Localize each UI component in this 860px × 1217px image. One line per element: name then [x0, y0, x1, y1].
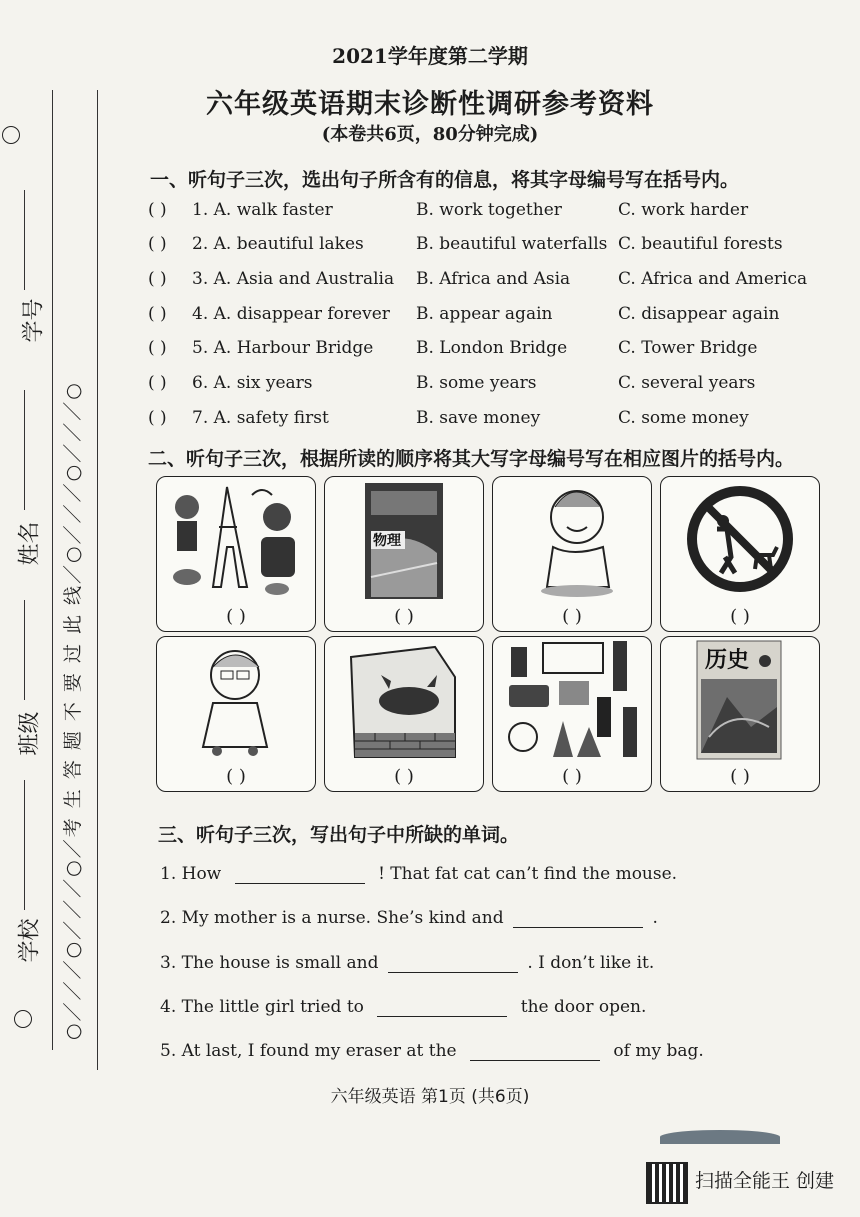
option-a: 6. A. six years — [192, 373, 313, 393]
sad-boy-icon — [157, 637, 315, 761]
answer-paren[interactable]: ( ) — [148, 234, 167, 254]
label-number: 学号 — [21, 298, 47, 343]
picture-paris — [156, 476, 316, 632]
section1-title: 一、听句子三次，选出句子所含有的信息，将其字母编号写在括号内。 — [150, 169, 740, 191]
option-b: B. Africa and Asia — [416, 269, 571, 289]
fill-blank[interactable] — [377, 998, 507, 1017]
fill-prefix: 4. The little girl tried to — [160, 997, 364, 1017]
option-a: 4. A. disappear forever — [192, 304, 390, 324]
fill-blank[interactable] — [513, 909, 643, 928]
picture-no-dog-walking — [660, 476, 820, 632]
fill-suffix: . I don’t like it. — [527, 953, 655, 973]
option-b: B. work together — [416, 200, 562, 220]
fill-row-1 — [160, 864, 677, 884]
qr-code-icon — [646, 1162, 688, 1204]
answer-bracket[interactable]: ( ) — [226, 766, 246, 787]
picture-happy-girl — [492, 476, 652, 632]
picture-history-book — [660, 636, 820, 792]
option-b: B. some years — [416, 373, 537, 393]
fill-blank[interactable] — [388, 954, 518, 973]
fill-row-5 — [160, 1041, 704, 1061]
option-c: C. beautiful forests — [618, 234, 783, 254]
fill-prefix: 5. At last, I found my eraser at the — [160, 1041, 457, 1061]
binding-hole-bottom — [14, 1010, 32, 1028]
option-b: B. appear again — [416, 304, 553, 324]
option-c: C. Tower Bridge — [618, 338, 758, 358]
fill-row-3 — [160, 953, 654, 973]
no-dog-sign-icon — [661, 477, 819, 601]
answer-paren[interactable]: ( ) — [148, 408, 167, 428]
option-c: C. work harder — [618, 200, 749, 220]
fill-prefix: 2. My mother is a nurse. She’s kind and — [160, 908, 504, 928]
answer-bracket[interactable]: ( ) — [226, 606, 246, 627]
answer-paren[interactable]: ( ) — [148, 338, 167, 358]
fill-row-4 — [160, 997, 646, 1017]
history-book-icon — [661, 637, 819, 761]
label-name: 姓名 — [17, 521, 43, 566]
answer-bracket[interactable]: ( ) — [562, 606, 582, 627]
term-label: 2021学年度第二学期 — [332, 44, 528, 68]
blank-number — [24, 190, 25, 290]
answer-bracket[interactable]: ( ) — [730, 606, 750, 627]
blank-class — [24, 600, 25, 700]
picture-physics-book — [324, 476, 484, 632]
fill-suffix: of my bag. — [613, 1041, 704, 1061]
binding-text: ○／／／○／／／○／考 生 答 题 不 要 过 此 线／○／／／○／／／○ — [62, 381, 84, 1040]
binding-line-right — [97, 90, 98, 1070]
fill-suffix: the door open. — [520, 997, 647, 1017]
blank-school — [24, 780, 25, 910]
answer-bracket[interactable]: ( ) — [730, 766, 750, 787]
exam-note: (本卷共6页，80分钟完成) — [321, 124, 539, 145]
answer-bracket[interactable]: ( ) — [394, 606, 414, 627]
picture-dog-wall — [324, 636, 484, 792]
fill-row-2 — [160, 908, 658, 928]
option-a: 1. A. walk faster — [192, 200, 333, 220]
option-a: 7. A. safety first — [192, 408, 329, 428]
scanner-watermark: 扫描全能王 创建 — [694, 1170, 834, 1192]
history-book-title: 历史 — [705, 648, 750, 673]
fill-prefix: 1. How — [160, 864, 222, 884]
picture-london — [492, 636, 652, 792]
answer-paren[interactable]: ( ) — [148, 304, 167, 324]
fill-prefix: 3. The house is small and — [160, 953, 379, 973]
option-a: 5. A. Harbour Bridge — [192, 338, 374, 358]
answer-bracket[interactable]: ( ) — [394, 766, 414, 787]
option-c: C. disappear again — [618, 304, 780, 324]
page-footer: 六年级英语 第1页 (共6页) — [330, 1087, 530, 1107]
blank-name — [24, 390, 25, 510]
answer-paren[interactable]: ( ) — [148, 269, 167, 289]
paris-icon — [157, 477, 315, 601]
answer-paren[interactable]: ( ) — [148, 200, 167, 220]
label-class: 班级 — [17, 711, 43, 756]
option-a: 3. A. Asia and Australia — [192, 269, 395, 289]
option-a: 2. A. beautiful lakes — [192, 234, 364, 254]
label-school: 学校 — [17, 918, 43, 963]
answer-paren[interactable]: ( ) — [148, 373, 167, 393]
fill-blank[interactable] — [470, 1042, 600, 1061]
physics-book-icon — [325, 477, 483, 601]
physics-book-title: 物理 — [373, 533, 401, 549]
fill-suffix: ! That fat cat can’t find the mouse. — [378, 864, 678, 884]
section3-title: 三、听句子三次，写出句子中所缺的单词。 — [158, 824, 520, 846]
scan-smudge — [660, 1130, 780, 1144]
option-b: B. save money — [416, 408, 541, 428]
fill-blank[interactable] — [235, 865, 365, 884]
dog-wall-icon — [325, 637, 483, 761]
answer-bracket[interactable]: ( ) — [562, 766, 582, 787]
page-title: 六年级英语期末诊断性调研参考资料 — [206, 89, 654, 120]
option-b: B. London Bridge — [416, 338, 568, 358]
option-c: C. some money — [618, 408, 749, 428]
option-c: C. Africa and America — [618, 269, 808, 289]
picture-sad-boy — [156, 636, 316, 792]
fill-suffix: . — [652, 908, 658, 928]
london-icon — [493, 637, 651, 761]
option-b: B. beautiful waterfalls — [416, 234, 608, 254]
section2-title: 二、听句子三次，根据所读的顺序将其大写字母编号写在相应图片的括号内。 — [148, 448, 795, 470]
binding-line-left — [52, 90, 53, 1050]
happy-girl-icon — [493, 477, 651, 601]
option-c: C. several years — [618, 373, 756, 393]
